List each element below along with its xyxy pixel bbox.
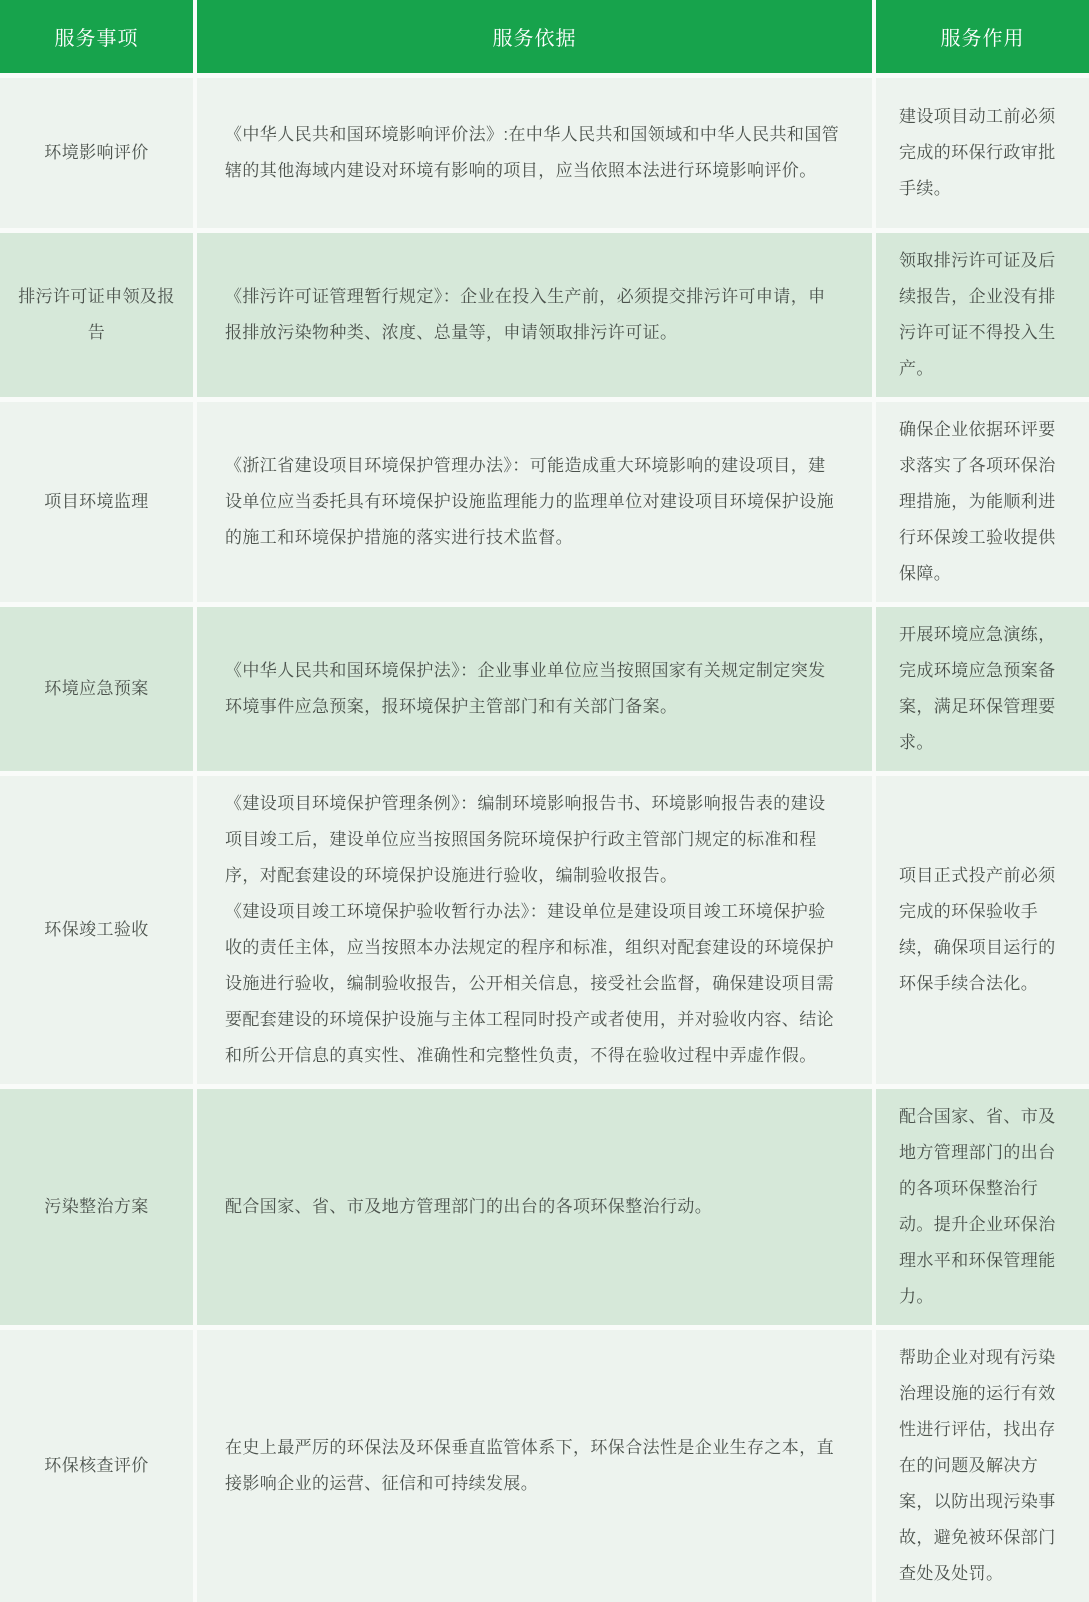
- row-item-emergency-plan: 环境应急预案: [0, 607, 193, 771]
- row-basis-eia: [197, 78, 872, 228]
- row-effect-project-supervision: 确保企业依据环评要求落实了各项环保治理措施，为能顺利进行环保竣工验收提供保障。: [876, 402, 1089, 602]
- row-effect-compliance-review: 帮助企业对现有污染治理设施的运行有效性进行评估，找出存在的问题及解决方案，以防出现污染事故，避免被环保部门查处及处罚。: [876, 1330, 1089, 1602]
- row-item-discharge-permit: 排污许可证申领及报告: [0, 233, 193, 397]
- row-item-project-supervision: 项目环境监理: [0, 402, 193, 602]
- row-item-pollution-remediation: 污染整治方案: [0, 1089, 193, 1325]
- basis-paragraph: 配合国家、省、市及地方管理部门的出台的各项环保整治行动。: [225, 1197, 713, 1216]
- row-basis-project-supervision: [197, 402, 872, 602]
- row-effect-completion-acceptance: 项目正式投产前必须完成的环保验收手续，确保项目运行的环保手续合法化。: [876, 776, 1089, 1084]
- row-effect-emergency-plan: 开展环境应急演练，完成环境应急预案备案，满足环保管理要求。: [876, 607, 1089, 771]
- row-item-compliance-review: 环保核查评价: [0, 1330, 193, 1602]
- basis-paragraph: 《中华人民共和国环境影响评价法》:在中华人民共和国领域和中华人民共和国管辖的其他海域内建设对环境有影响的项目，应当依照本法进行环境影响评价。: [225, 125, 840, 180]
- header-service-basis: 服务依据: [197, 0, 872, 73]
- header-service-effect: 服务作用: [876, 0, 1089, 73]
- basis-paragraph: 《排污许可证管理暂行规定》：企业在投入生产前，必须提交排污许可申请，申报排放污染物种类、浓度、总量等，申请领取排污许可证。: [225, 287, 826, 342]
- row-effect-pollution-remediation: 配合国家、省、市及地方管理部门的出台的各项环保整治行动。提升企业环保治理水平和环保管理能力。: [876, 1089, 1089, 1325]
- row-basis-compliance-review: [197, 1330, 872, 1602]
- basis-paragraph: 《浙江省建设项目环境保护管理办法》：可能造成重大环境影响的建设项目，建设单位应当委托具有环境保护设施监理能力的监理单位对建设项目环境保护设施的施工和环境保护措施的落实进行技术监督。: [225, 456, 834, 547]
- row-effect-discharge-permit: 领取排污许可证及后续报告，企业没有排污许可证不得投入生产。: [876, 233, 1089, 397]
- basis-paragraph-2: 《建设项目竣工环境保护验收暂行办法》：建设单位是建设项目竣工环境保护验收的责任主体，应当按照本办法规定的程序和标准，组织对配套建设的环境保护设施进行验收，编制验收报告，公开相关信息，接受社会监督，确保建设项目需要配套建设的环境保护设施与主体工程同时投产或者使用，并对验收内容、结论和所公开信息的真实性、准确性和完整性负责，不得在验收过程中弄虚作假。: [225, 902, 834, 1065]
- row-basis-emergency-plan: [197, 607, 872, 771]
- row-basis-discharge-permit: [197, 233, 872, 397]
- basis-paragraph: 在史上最严厉的环保法及环保垂直监管体系下，环保合法性是企业生存之本，直接影响企业的运营、征信和可持续发展。: [225, 1438, 834, 1493]
- basis-paragraph: 《中华人民共和国环境保护法》：企业事业单位应当按照国家有关规定制定突发环境事件应急预案，报环境保护主管部门和有关部门备案。: [225, 661, 826, 716]
- header-service-item: 服务事项: [0, 0, 193, 73]
- row-item-eia: 环境影响评价: [0, 78, 193, 228]
- row-effect-eia: 建设项目动工前必须完成的环保行政审批手续。: [876, 78, 1089, 228]
- row-item-completion-acceptance: 环保竣工验收: [0, 776, 193, 1084]
- row-basis-completion-acceptance: [197, 776, 872, 1084]
- row-basis-pollution-remediation: [197, 1089, 872, 1325]
- basis-paragraph: 《建设项目环境保护管理条例》：编制环境影响报告书、环境影响报告表的建设项目竣工后，建设单位应当按照国务院环境保护行政主管部门规定的标准和程序，对配套建设的环境保护设施进行验收，编制验收报告。: [225, 794, 826, 885]
